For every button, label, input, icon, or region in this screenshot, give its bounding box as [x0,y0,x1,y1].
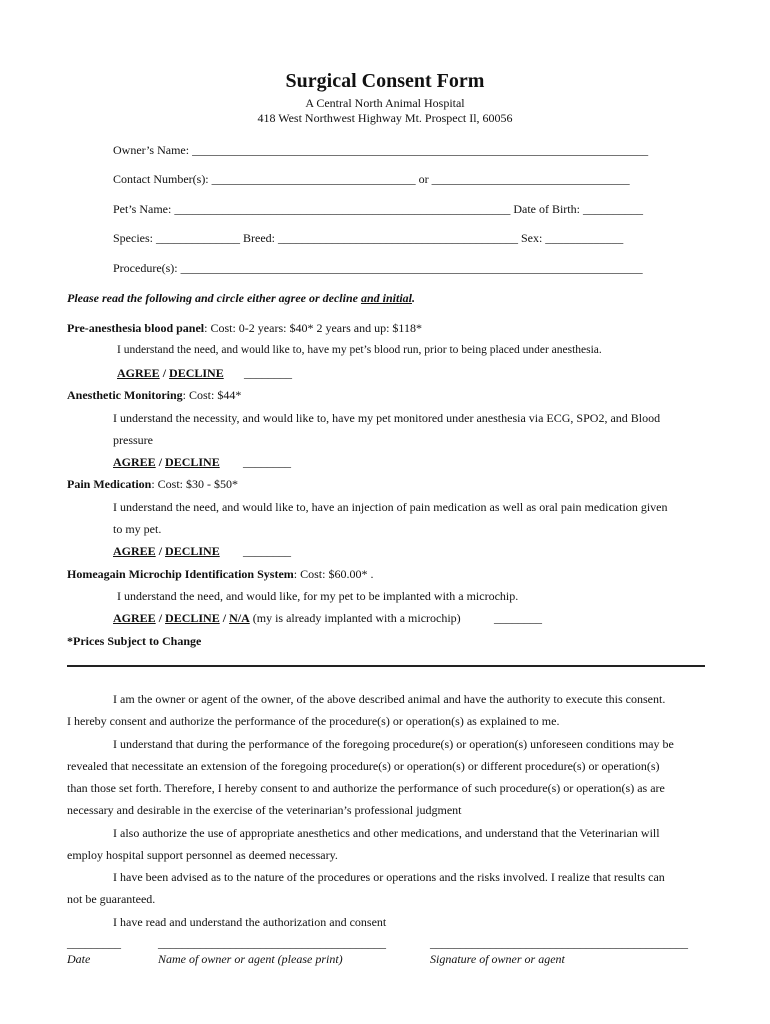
monitoring-name: Anesthetic Monitoring [67,388,183,402]
microchip-heading [67,567,373,582]
pet-name-dob-field[interactable]: Pet’s Name: ________________________________________________________ Date of Birth: __________ [113,202,643,216]
monitoring-heading [67,388,241,403]
pain-description-1: I understand the need, and would like to, have an injection of pain medication as well as oral pain medication given [113,500,668,514]
monitoring-cost: : Cost: $44* [182,388,242,402]
blood-panel-name: Pre-anesthesia blood panel [67,321,205,335]
pain-initial-line[interactable]: ________ [243,544,291,558]
monitoring-initial-line[interactable]: ________ [243,455,291,469]
hospital-address: 418 West Northwest Highway Mt. Prospect Il, 60056 [257,111,513,125]
pain-heading [67,477,238,492]
consent-p1-line1: I am the owner or agent of the owner, of the above described animal and have the authority to execute this consent. [113,692,666,706]
contact-number-field[interactable]: Contact Number(s): __________________________________ or _________________________________ [113,172,630,186]
blood-panel-cost: : Cost: 0-2 years: $40* 2 years and up: $118* [204,321,422,335]
instructions-end: . [412,291,415,305]
microchip-description: I understand the need, and would like, for my pet to be implanted with a microchip. [117,589,519,603]
instructions-text: Please read the following and circle either agree or decline [67,291,361,305]
microchip-agree[interactable]: AGREE [113,611,156,625]
consent-p3-line1: I also authorize the use of appropriate anesthetics and other medications, and understand that the Veterinarian will [113,826,660,840]
blood-panel-decline[interactable]: DECLINE [169,366,224,380]
owner-name-label: Name of owner or agent (please print) [158,952,343,966]
microchip-initial-line[interactable]: ________ [494,611,542,625]
monitoring-description-2: pressure [113,433,153,447]
consent-p1-line2: I hereby consent and authorize the performance of the procedure(s) or operation(s) as explained to me. [67,714,560,728]
prices-note: *Prices Subject to Change [67,634,202,648]
owner-name-line[interactable]: ______________________________________ [158,936,386,950]
microchip-slash-2: / [219,611,230,625]
date-line[interactable]: _________ [67,936,121,950]
consent-p2-line1: I understand that during the performance of the foregoing procedure(s) or operation(s) unforeseen conditions may be [113,737,674,751]
hospital-name: A Central North Animal Hospital [305,96,465,110]
consent-p2-line2: revealed that necessitate an extension of the foregoing procedure(s) or operation(s) or different procedure(s) or operation(s) [67,759,660,773]
microchip-name: Homeagain Microchip Identification System [67,567,294,581]
instructions-emphasis: and initial [360,291,412,305]
blood-panel-initial-line[interactable]: ________ [244,366,292,380]
signature-label: Signature of owner or agent [430,952,565,966]
pain-description-2: to my pet. [113,522,162,536]
pain-agree[interactable]: AGREE [113,544,156,558]
pain-slash: / [155,544,166,558]
date-label: Date [67,952,91,966]
form-title: Surgical Consent Form [285,70,485,92]
blood-panel-agree[interactable]: AGREE [117,366,160,380]
monitoring-description-1: I understand the necessity, and would like to, have my pet monitored under anesthesia via ECG, SPO2, and Blood [113,411,661,425]
consent-p5: I have read and understand the authorization and consent [113,915,387,929]
pain-name: Pain Medication [67,477,152,491]
blood-panel-choice [117,366,224,381]
instructions [67,291,415,306]
microchip-cost: : Cost: $60.00* . [293,567,374,581]
procedure-field[interactable]: Procedure(s): _____________________________________________________________________________ [113,261,643,275]
pain-cost: : Cost: $30 - $50* [151,477,238,491]
microchip-slash: / [155,611,166,625]
consent-p2-line3: than those set forth. Therefore, I hereby consent to and authorize the performance of such procedure(s) or operation(s) as are [67,781,665,795]
monitoring-agree[interactable]: AGREE [113,455,156,469]
signature-line[interactable]: ___________________________________________ [430,936,688,950]
owner-name-field[interactable]: Owner’s Name: ____________________________________________________________________________ [113,143,649,157]
consent-p3-line2: employ hospital support personnel as deemed necessary. [67,848,338,862]
blood-panel-slash: / [159,366,170,380]
species-breed-sex-field[interactable]: Species: ______________ Breed: ________________________________________ Sex: _____________ [113,231,624,245]
blood-panel-description: I understand the need, and would like to, have my pet’s blood run, prior to being placed under anesthesia. [117,344,602,356]
section-divider [67,665,705,667]
pain-decline[interactable]: DECLINE [165,544,220,558]
monitoring-slash: / [155,455,166,469]
blood-panel-heading [67,321,422,336]
microchip-choice [113,611,461,626]
microchip-na-note: (my is already implanted with a microchip) [249,611,461,625]
microchip-decline[interactable]: DECLINE [165,611,220,625]
monitoring-choice [113,455,220,470]
pain-choice [113,544,220,559]
consent-p4-line2: not be guaranteed. [67,892,156,906]
microchip-na[interactable]: N/A [229,611,250,625]
monitoring-decline[interactable]: DECLINE [165,455,220,469]
consent-p4-line1: I have been advised as to the nature of the procedures or operations and the risks involved. I realize that results can [113,870,665,884]
consent-p2-line4: necessary and desirable in the exercise of the veterinarian’s professional judgment [67,803,462,817]
